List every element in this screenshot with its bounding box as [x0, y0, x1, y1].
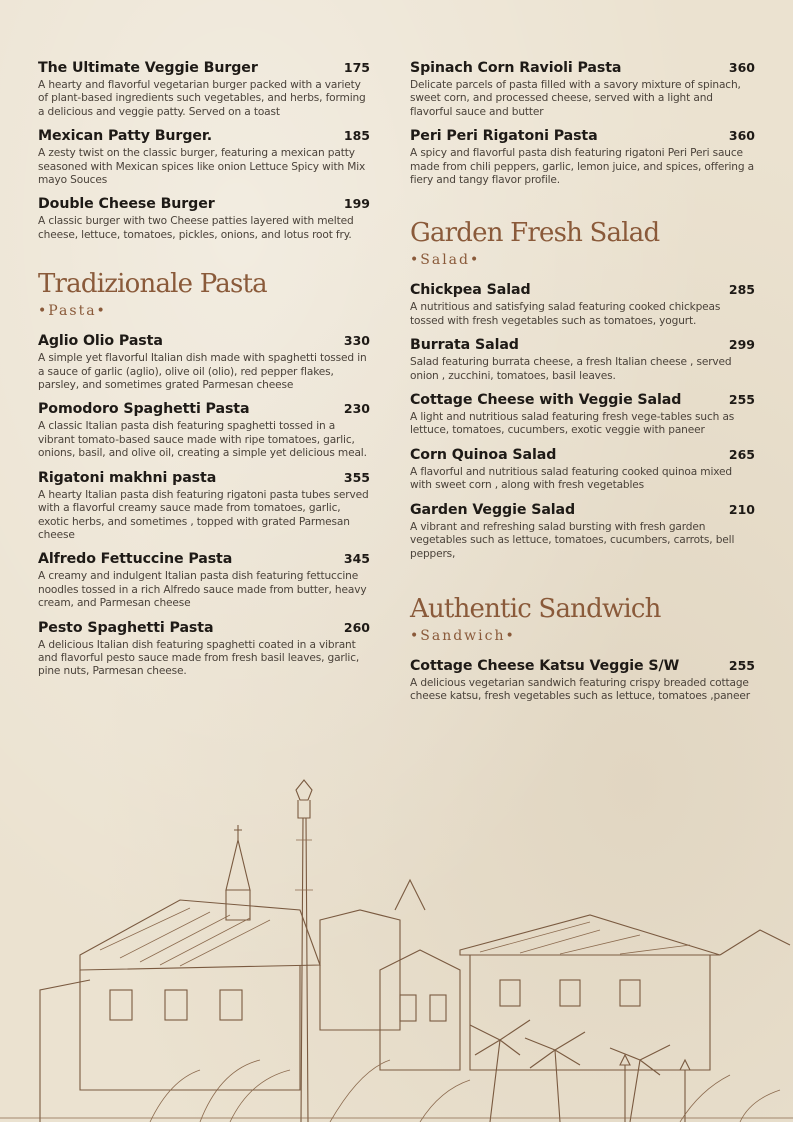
menu-item — [410, 128, 755, 187]
menu-item — [410, 337, 755, 383]
item-price: 210 — [728, 501, 755, 517]
item-price: 299 — [728, 337, 755, 353]
item-name: Corn Quinoa Salad — [410, 446, 557, 463]
section-subtitle-salad: •Salad• — [410, 252, 481, 269]
menu-right-column — [410, 60, 755, 713]
section-subtitle-sandwich: •Sandwich• — [410, 627, 516, 644]
item-name: Spinach Corn Ravioli Pasta — [410, 60, 622, 76]
item-name: Cottage Cheese Katsu Veggie S/W — [410, 657, 680, 674]
section-title-salad: Garden Fresh Salad — [410, 218, 660, 249]
menu-item — [38, 401, 370, 460]
item-name: Pomodoro Spaghetti Pasta — [38, 401, 250, 418]
item-description: A simple yet flavorful Italian dish made with spaghetti tossed in a sauce of garlic (aglio), olive oil (olio), red pepper flakes, parsley, and sometimes grated Parmesan cheese — [38, 352, 367, 392]
item-name: The Ultimate Veggie Burger — [38, 60, 258, 76]
menu-item — [410, 282, 755, 328]
item-name: Cottage Cheese with Veggie Salad — [410, 392, 682, 409]
item-price: 285 — [728, 282, 755, 298]
section-title-sandwich: Authentic Sandwich — [410, 593, 661, 624]
menu-item — [410, 60, 755, 119]
item-name: Double Cheese Burger — [38, 196, 215, 213]
section-title-pasta: Tradizionale Pasta — [38, 269, 267, 300]
building-icon — [320, 880, 460, 1070]
item-name: Garden Veggie Salad — [410, 501, 576, 518]
item-price: 175 — [343, 60, 370, 75]
street-lamp-icon — [620, 1055, 690, 1122]
menu-item — [410, 502, 755, 561]
item-description: A classic burger with two Cheese patties layered with melted cheese, lettuce, tomatoes, pickles, onions, and lotus root fry. — [38, 215, 354, 241]
item-price: 185 — [343, 128, 370, 144]
item-description: A hearty Italian pasta dish featuring rigatoni pasta tubes served with a flavorful creamy sauce made from tomatoes, garlic, exotic herbs, and sometimes , topped with grated Parmesan cheese — [38, 488, 369, 541]
item-name: Alfredo Fettuccine Pasta — [38, 551, 233, 568]
lamp-post-icon — [295, 780, 313, 1122]
item-description: A light and nutritious salad featuring fresh vege-tables such as lettuce, tomatoes, cucumbers, exotic veggie with paneer — [410, 411, 735, 437]
item-description: A flavorful and nutritious salad featuring cooked quinoa mixed with sweet corn , along with fresh vegetables — [410, 465, 732, 492]
menu-item — [38, 470, 370, 543]
menu-item — [38, 551, 370, 610]
menu-item — [38, 333, 370, 392]
item-name: Aglio Olio Pasta — [38, 333, 163, 350]
menu-item — [38, 128, 370, 187]
item-description: Delicate parcels of pasta filled with a savory mixture of spinach, sweet corn, and processed cheese, served with a light and flavorful sauce and butter — [410, 79, 741, 118]
item-price: 255 — [728, 657, 755, 673]
menu-item — [38, 60, 370, 119]
item-description: A vibrant and refreshing salad bursting with fresh garden vegetables such as lettuce, tomatoes, cucumbers, carrots, bell peppers, — [410, 520, 735, 560]
item-price: 255 — [728, 392, 755, 408]
item-name: Burrata Salad — [410, 337, 519, 354]
item-name: Chickpea Salad — [410, 282, 531, 299]
menu-left-column — [38, 60, 370, 688]
item-description: Salad featuring burrata cheese, a fresh Italian cheese , served onion , zucchini, tomatoes, basil leaves. — [410, 356, 732, 382]
item-price: 360 — [728, 60, 755, 75]
item-description: A nutritious and satisfying salad featuring cooked chickpeas tossed with fresh vegetables such as tomatoes, yogurt. — [410, 301, 721, 327]
item-description: A creamy and indulgent Italian pasta dish featuring fettuccine noodles tossed in a rich Alfredo sauce made from butter, heavy cream, and Parmesan cheese — [38, 570, 367, 610]
item-price: 330 — [343, 333, 370, 349]
menu-item — [38, 620, 370, 679]
item-description: A spicy and flavorful pasta dish featuring rigatoni Peri Peri sauce made from chili peppers, garlic, lemon juice, and spices, offering a fiery and tangy flavor profile. — [410, 147, 754, 187]
item-description: A hearty and flavorful vegetarian burger packed with a variety of plant-based ingredients such vegetables, and herbs, forming a delicious and veggie patty. Served on a toast — [38, 79, 366, 118]
item-name: Pesto Spaghetti Pasta — [38, 619, 214, 636]
item-name: Peri Peri Rigatoni Pasta — [410, 128, 598, 145]
menu-item — [38, 196, 370, 242]
house-icon — [40, 900, 320, 1122]
section-subtitle-pasta: •Pasta• — [38, 303, 107, 320]
item-price: 230 — [343, 401, 370, 417]
menu-item — [410, 447, 755, 493]
item-price: 345 — [343, 551, 370, 567]
item-description: A classic Italian pasta dish featuring spaghetti tossed in a vibrant tomato-based sauce made with ripe tomatoes, garlic, onions, basil, and olive oil, creating a simple yet delicious meal. — [38, 420, 367, 460]
menu-item — [410, 658, 755, 704]
item-price: 260 — [343, 619, 370, 635]
item-description: A delicious vegetarian sandwich featuring crispy breaded cottage cheese katsu, fresh vegetables such as lettuce, tomatoes ,paneer — [410, 676, 750, 703]
item-description: A delicious Italian dish featuring spaghetti coated in a vibrant and flavorful pesto sauce made from fresh basil leaves, garlic, pine nuts, Parmesan cheese. — [38, 638, 360, 678]
menu-item — [410, 392, 755, 438]
item-description: A zesty twist on the classic burger, featuring a mexican patty seasoned with Mexican spices like onion Lettuce Spicy with Mix mayo Souces — [38, 147, 366, 187]
item-price: 360 — [728, 128, 755, 144]
town-sketch-illustration — [0, 770, 793, 1122]
item-price: 265 — [728, 446, 755, 462]
item-price: 355 — [343, 469, 370, 485]
item-price: 199 — [343, 196, 370, 212]
item-name: Mexican Patty Burger. — [38, 128, 213, 145]
item-name: Rigatoni makhni pasta — [38, 469, 217, 486]
